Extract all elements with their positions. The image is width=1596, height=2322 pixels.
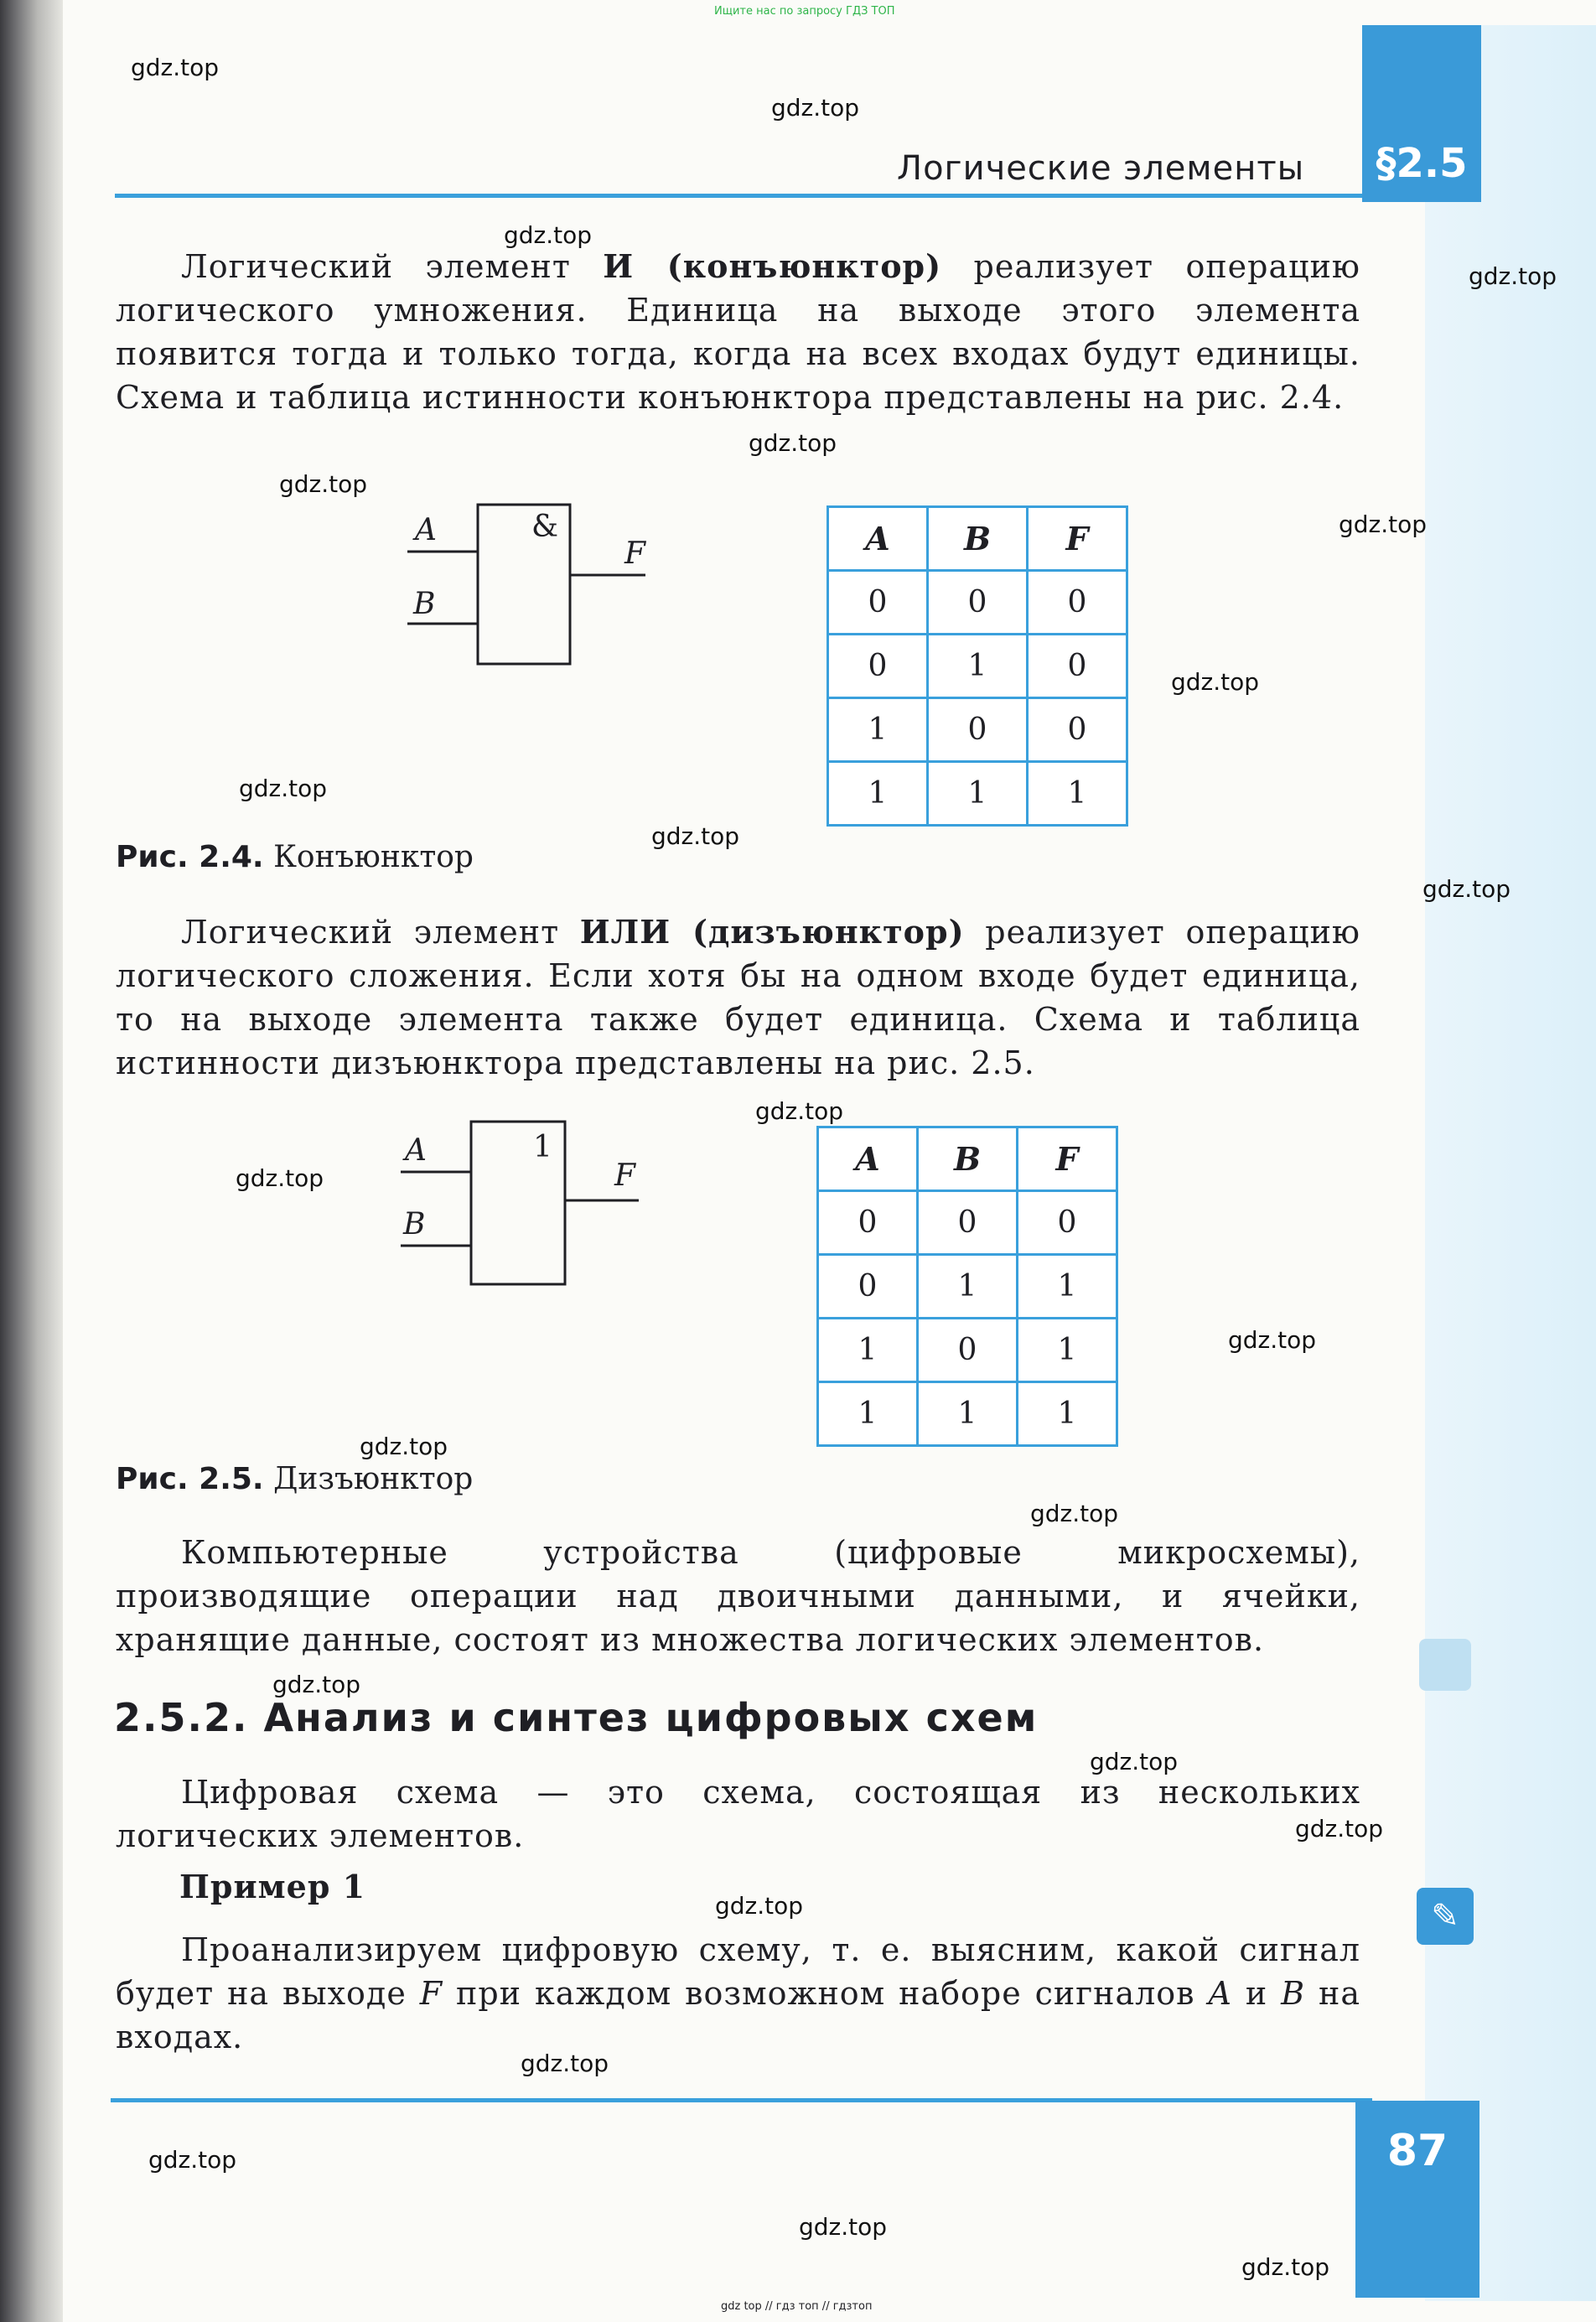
watermark: gdz.top (651, 822, 740, 850)
or-gate-diagram (394, 1115, 645, 1308)
table-cell: 1 (828, 698, 928, 762)
watermark: gdz.top (749, 429, 837, 457)
table-row (818, 1191, 1117, 1255)
watermark: gdz.top (755, 1097, 844, 1125)
table-row (828, 698, 1127, 762)
table-header-row (828, 507, 1127, 571)
margin-strip (1425, 25, 1596, 2301)
watermark: gdz.top (148, 2146, 237, 2174)
table-cell: 0 (928, 698, 1028, 762)
or-gate-input-b: B (403, 1207, 426, 1241)
paragraph-disjunctor: Логический элемент ИЛИ (дизъюнктор) реализует операцию логического сложения. Если хотя бы на одном входе будет единица, то на выходе элемента также будет единица. Схема и таблица истинности дизъюнктора представлены на рис. 2.5. (116, 913, 1360, 1081)
table-header: B (918, 1127, 1018, 1191)
watermark: gdz.top (799, 2213, 888, 2241)
truth-table-conjunctor (826, 505, 1128, 827)
table-cell: 1 (918, 1382, 1018, 1446)
watermark: gdz.top (236, 1164, 324, 1192)
table-cell: 0 (918, 1319, 1018, 1382)
table-row (828, 762, 1127, 826)
table-cell: 1 (1018, 1255, 1117, 1319)
table-cell: 0 (1028, 635, 1127, 698)
header-rule (115, 194, 1427, 198)
or-gate-output: F (614, 1158, 635, 1193)
table-header: A (818, 1127, 918, 1191)
table-cell: 1 (928, 762, 1028, 826)
bottom-note: gdz top // гдз топ // гдзтоп (721, 2300, 873, 2313)
watermark: gdz.top (272, 1671, 361, 1698)
watermark: gdz.top (1171, 668, 1260, 696)
watermark: gdz.top (521, 2050, 609, 2077)
footer-rule (111, 2098, 1372, 2102)
table-row (818, 1255, 1117, 1319)
example-label: Пример 1 (179, 1868, 366, 1905)
table-cell: 0 (1018, 1191, 1117, 1255)
table-cell: 0 (1028, 571, 1127, 635)
margin-badge (1419, 1639, 1471, 1691)
and-gate-diagram (402, 495, 654, 687)
table-cell: 1 (818, 1319, 918, 1382)
table-row (828, 635, 1127, 698)
page-number: 87 (1355, 2101, 1479, 2298)
table-row (828, 571, 1127, 635)
figure-caption-2-4: Рис. 2.4. Конъюнктор (116, 840, 474, 874)
table-cell: 1 (1018, 1319, 1117, 1382)
or-gate-symbol: 1 (533, 1130, 552, 1164)
table-cell: 1 (818, 1382, 918, 1446)
watermark: gdz.top (1469, 262, 1557, 290)
watermark: gdz.top (504, 221, 593, 249)
watermark: gdz.top (1339, 511, 1428, 538)
watermark: gdz.top (771, 94, 860, 122)
table-row (818, 1382, 1117, 1446)
watermark: gdz.top (1295, 1815, 1384, 1843)
and-gate-output: F (624, 536, 645, 571)
section-number-badge: §2.5 (1362, 25, 1481, 202)
book-spine-shadow (0, 0, 63, 2322)
subsection-heading: 2.5.2. Анализ и синтез цифровых схем (114, 1695, 1039, 1740)
table-cell: 1 (1028, 762, 1127, 826)
watermark: gdz.top (715, 1892, 804, 1920)
table-cell: 0 (828, 571, 928, 635)
table-header: A (828, 507, 928, 571)
table-row (818, 1319, 1117, 1382)
table-cell: 0 (818, 1191, 918, 1255)
table-header: B (928, 507, 1028, 571)
watermark: gdz.top (239, 775, 328, 802)
table-cell: 1 (928, 635, 1028, 698)
and-gate-symbol: & (531, 510, 559, 544)
paragraph-digital-circuit: Цифровая схема — это схема, состоящая из нескольких логических элементов. (116, 1774, 1360, 1854)
table-cell: 0 (928, 571, 1028, 635)
watermark: gdz.top (1228, 1326, 1317, 1354)
paragraph-devices: Компьютерные устройства (цифровые микросхемы), производящие операции над двоичными данными, и ячейки, хранящие данные, состоят из множества логических элементов. (116, 1534, 1360, 1658)
watermark: gdz.top (1241, 2253, 1330, 2281)
table-cell: 1 (828, 762, 928, 826)
table-cell: 0 (918, 1191, 1018, 1255)
pencil-icon: ✎ (1417, 1888, 1474, 1945)
page-header-title: Логические элементы (897, 149, 1305, 188)
top-note: Ищите нас по запросу ГДЗ ТОП (714, 5, 895, 18)
table-cell: 0 (818, 1255, 918, 1319)
watermark: gdz.top (1030, 1500, 1119, 1527)
and-gate-input-a: A (415, 513, 437, 547)
truth-table-disjunctor (816, 1126, 1118, 1447)
table-cell: 0 (1028, 698, 1127, 762)
watermark: gdz.top (1090, 1748, 1179, 1775)
table-cell: 0 (828, 635, 928, 698)
watermark: gdz.top (131, 54, 220, 81)
table-header: F (1028, 507, 1127, 571)
table-header: F (1018, 1127, 1117, 1191)
paragraph-analysis: Проанализируем цифровую схему, т. е. выясним, какой сигнал будет на выходе F при каждом возможном наборе сигналов A и B на входах. (116, 1931, 1360, 2055)
table-cell: 1 (1018, 1382, 1117, 1446)
watermark: gdz.top (279, 470, 368, 498)
table-header-row (818, 1127, 1117, 1191)
and-gate-input-b: B (413, 587, 436, 621)
paragraph-conjunctor: Логический элемент И (конъюнктор) реализует операцию логического умножения. Единица на выходе этого элемента появится тогда и только тогда, когда на всех входах будут единицы. Схема и таблица истинности конъюнктора представлены на рис. 2.4. (116, 247, 1360, 416)
watermark: gdz.top (360, 1433, 448, 1460)
watermark: gdz.top (1422, 875, 1511, 903)
or-gate-input-a: A (405, 1133, 427, 1168)
figure-caption-2-5: Рис. 2.5. Дизъюнктор (116, 1462, 474, 1496)
table-cell: 1 (918, 1255, 1018, 1319)
